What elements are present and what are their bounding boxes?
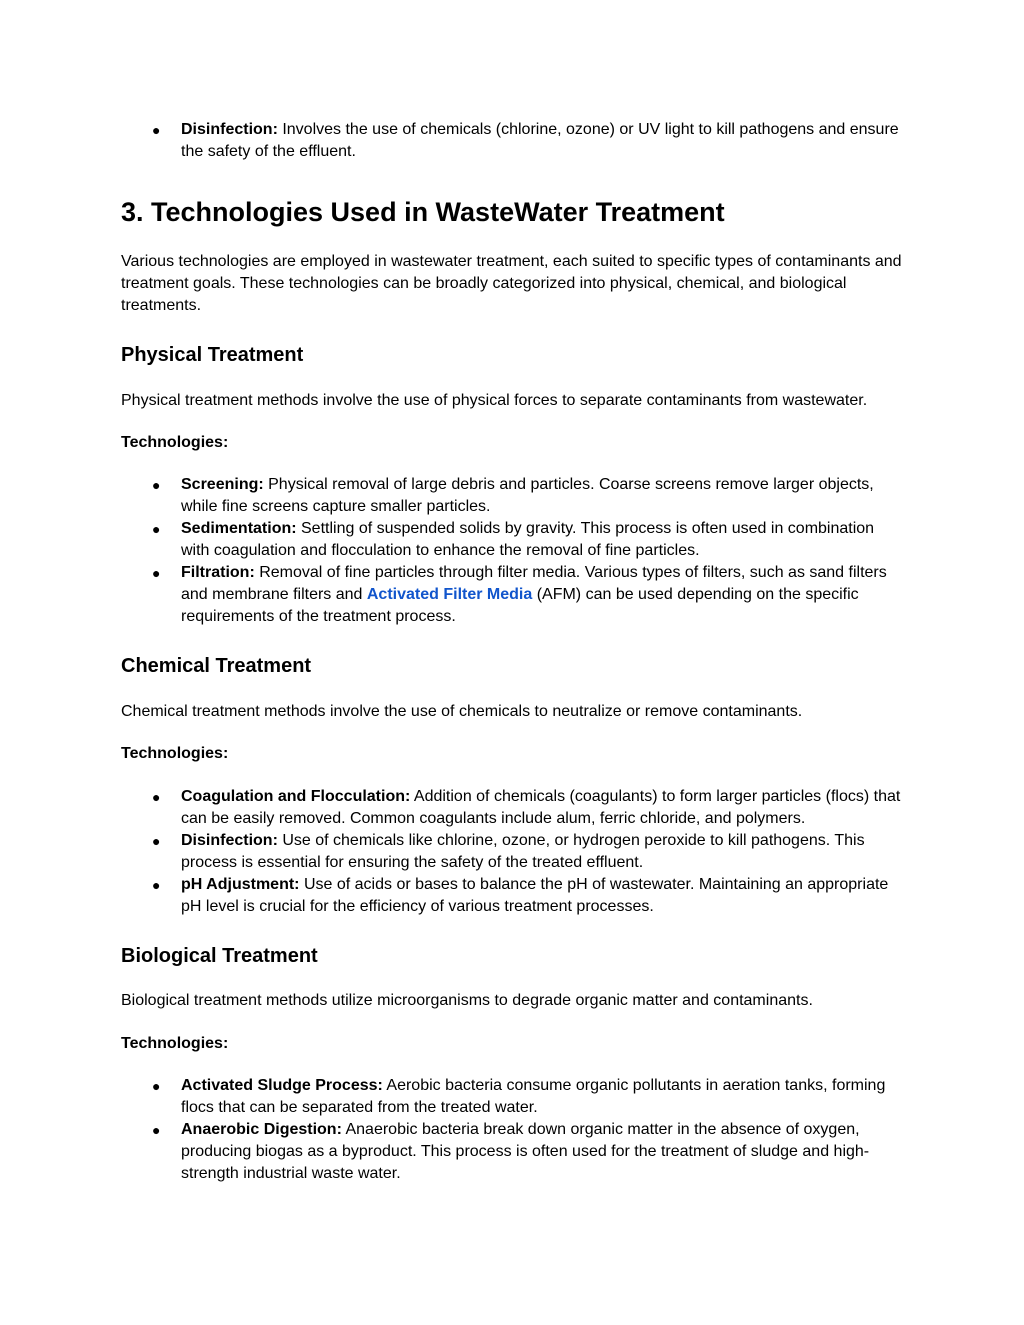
- list-item-term: Disinfection:: [181, 121, 278, 138]
- list-item-term: Sedimentation:: [181, 520, 297, 537]
- physical-heading-block: [121, 342, 906, 368]
- physical-technologies-label: Technologies:: [121, 434, 229, 451]
- list-item: [121, 1075, 906, 1119]
- bullet-icon: ●: [152, 477, 161, 493]
- biological-technologies-label: Technologies:: [121, 1035, 229, 1052]
- bullet-icon: ●: [152, 122, 161, 138]
- list-item-term: Disinfection:: [181, 832, 278, 849]
- physical-list: [121, 474, 906, 628]
- bullet-icon: ●: [152, 521, 161, 537]
- biological-heading-block: [121, 943, 906, 969]
- chemical-list-block: [121, 786, 906, 918]
- list-item-text: Addition of chemicals (coagulants) to form larger particles (flocs) that can be easily removed. Common coagulants include alum, ferric chloride, and polymers.: [181, 788, 901, 827]
- list-item: [121, 562, 906, 628]
- list-item-text: Involves the use of chemicals (chlorine, ozone) or UV light to kill pathogens and ensure the safety of the effluent.: [181, 121, 899, 160]
- biological-label-block: [121, 1033, 906, 1055]
- physical-description: Physical treatment methods involve the use of physical forces to separate contaminants from wastewater.: [121, 392, 868, 409]
- list-item: [121, 518, 906, 562]
- list-item-text: Use of acids or bases to balance the pH of wastewater. Maintaining an appropriate pH level is crucial for the efficiency of various treatment processes.: [181, 876, 889, 915]
- biological-list-block: [121, 1075, 906, 1185]
- bullet-icon: ●: [152, 1078, 161, 1094]
- biological-description-block: [121, 990, 906, 1012]
- biological-heading: Biological Treatment: [121, 945, 318, 967]
- bullet-icon: ●: [152, 833, 161, 849]
- section-title: 3. Technologies Used in WasteWater Treatment: [121, 197, 725, 227]
- list-item: [121, 474, 906, 518]
- chemical-heading: Chemical Treatment: [121, 655, 312, 677]
- intro-block: [121, 251, 906, 317]
- section-title-block: [121, 195, 906, 229]
- bullet-icon: ●: [152, 789, 161, 805]
- top-list: [121, 119, 906, 163]
- physical-label-block: [121, 432, 906, 454]
- list-item-text: Use of chemicals like chlorine, ozone, or hydrogen peroxide to kill pathogens. This process is essential for ensuring the safety of the treated effluent.: [181, 832, 865, 871]
- list-item-text: Anaerobic bacteria break down organic matter in the absence of oxygen, producing biogas as a byproduct. This process is often used for the treatment of sludge and high-strength industrial waste water.: [181, 1121, 870, 1182]
- list-item-term: Screening:: [181, 476, 264, 493]
- list-item: [121, 830, 906, 874]
- biological-list: [121, 1075, 906, 1185]
- bullet-icon: ●: [152, 565, 161, 581]
- list-item-term: Coagulation and Flocculation:: [181, 788, 411, 805]
- chemical-description-block: [121, 701, 906, 723]
- list-item-text: (AFM) can be used depending on the specific requirements of the treatment process.: [181, 586, 859, 625]
- top-list-block: [121, 119, 906, 163]
- list-item: [121, 119, 906, 163]
- physical-heading: Physical Treatment: [121, 344, 304, 366]
- bullet-icon: ●: [152, 1122, 161, 1138]
- list-item-text: Aerobic bacteria consume organic pollutants in aeration tanks, forming flocs that can be separated from the treated water.: [181, 1077, 886, 1116]
- list-item-term: Anaerobic Digestion:: [181, 1121, 342, 1138]
- list-item: [121, 1119, 906, 1185]
- activated-filter-media-link[interactable]: Activated Filter Media: [366, 586, 533, 603]
- chemical-description: Chemical treatment methods involve the use of chemicals to neutralize or remove contaminants.: [121, 703, 803, 720]
- chemical-label-block: [121, 743, 906, 765]
- list-item-text: Settling of suspended solids by gravity. This process is often used in combination with coagulation and flocculation to enhance the removal of fine particles.: [181, 520, 875, 559]
- intro-paragraph: Various technologies are employed in wastewater treatment, each suited to specific types of contaminants and treatment goals. These technologies can be broadly categorized into physical, chemical, and biological treatments.: [121, 253, 902, 314]
- list-item: [121, 786, 906, 830]
- chemical-list: [121, 786, 906, 918]
- list-item-term: Filtration:: [181, 564, 255, 581]
- list-item: [121, 874, 906, 918]
- biological-description: Biological treatment methods utilize microorganisms to degrade organic matter and contaminants.: [121, 992, 813, 1009]
- physical-description-block: [121, 390, 906, 412]
- bullet-icon: ●: [152, 877, 161, 893]
- list-item-term: pH Adjustment:: [181, 876, 300, 893]
- list-item-text: Removal of fine particles through filter media. Various types of filters, such as sand filters and membrane filters and: [181, 564, 887, 603]
- physical-list-block: [121, 474, 906, 628]
- list-item-term: Activated Sludge Process:: [181, 1077, 383, 1094]
- chemical-heading-block: [121, 653, 906, 679]
- list-item-text: Physical removal of large debris and particles. Coarse screens remove larger objects, while fine screens capture smaller particles.: [181, 476, 874, 515]
- chemical-technologies-label: Technologies:: [121, 745, 229, 762]
